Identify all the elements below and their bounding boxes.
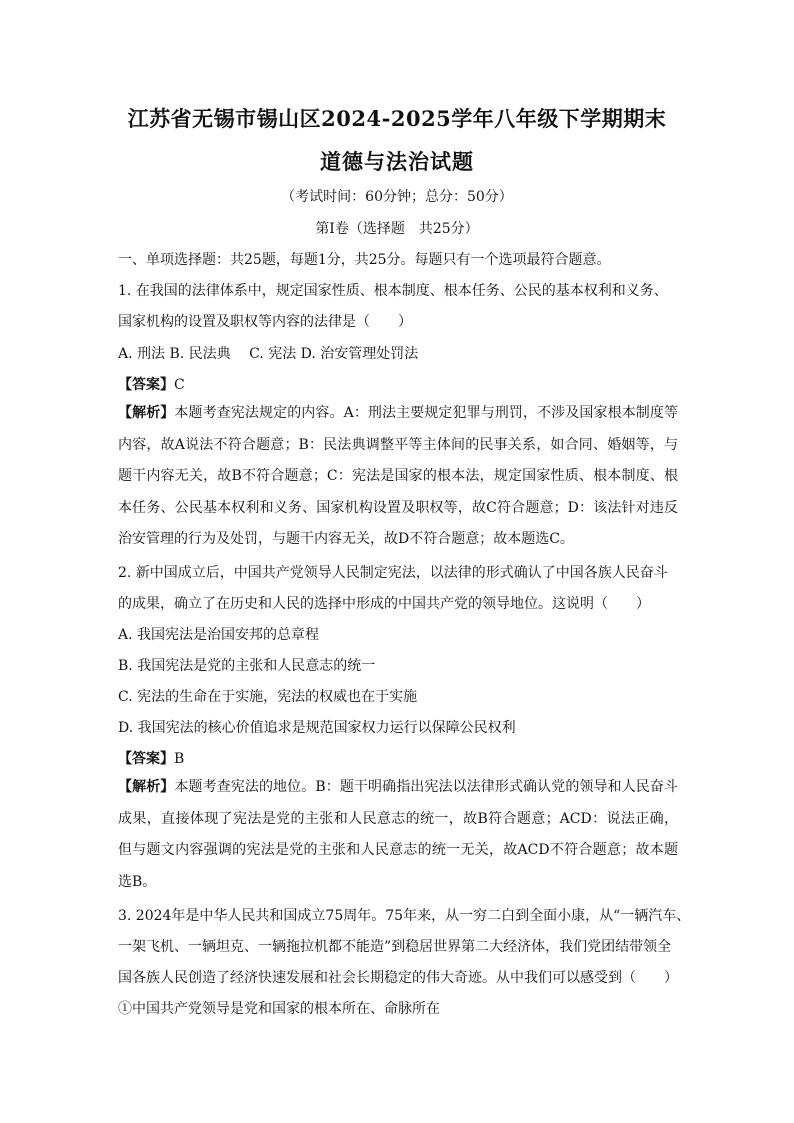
q2-option-c: C. 宪法的生命在于实施，宪法的权威也在于实施 — [118, 689, 418, 705]
analysis-text: 本题考查宪法的地位。B：题干明确指出宪法以法律形式确认党的领导和人民奋斗成果，直接体现了宪法是党的主张和人民意志的统一，故B符合题意；ACD：说法正确，但与题文内容强调的宪法是党的主张和人民意志的统一无关，故ACD不符合题意；故本题选B。 — [118, 779, 678, 890]
q2-stem-line2: 的成果，确立了在历史和人民的选择中形成的中国共产党的领导地位。这说明（ ） — [118, 596, 650, 612]
q2-analysis — [118, 772, 678, 898]
q1-options: A. 刑法 B. 民法典 C. 宪法 D. 治安管理处罚法 — [118, 346, 419, 362]
q2-answer — [118, 748, 184, 768]
answer-value: C — [174, 377, 185, 393]
q1-stem-line1: 1. 在我国的法律体系中，规定国家性质、根本制度、根本任务、公民的基本权利和义务、 — [118, 283, 668, 299]
exam-info: （考试时间：60分钟；总分：50分） — [281, 189, 513, 205]
q3-item1: ①中国共产党领导是党和国家的根本所在、命脉所在 — [118, 1001, 440, 1017]
q2-option-b: B. 我国宪法是党的主张和人民意志的统一 — [118, 658, 376, 674]
document-title: 江苏省无锡市锡山区2024-2025学年八年级下学期期末 — [127, 106, 667, 131]
q3-stem-line3: 国各族人民创造了经济快速发展和社会长期稳定的伟大奇迹。从中我们可以感受到（ ） — [118, 970, 678, 986]
answer-label: 【答案】 — [118, 751, 174, 767]
q2-option-d: D. 我国宪法的核心价值追求是规范国家权力运行以保障公民权利 — [118, 720, 516, 736]
answer-value: B — [174, 751, 185, 767]
analysis-label: 【解析】 — [118, 405, 175, 421]
analysis-label: 【解析】 — [118, 779, 175, 795]
section-title: 第Ⅰ卷（选择题 共25分） — [315, 221, 479, 237]
answer-label: 【答案】 — [118, 377, 174, 393]
q1-stem-line2: 国家机构的设置及职权等内容的法律是（ ） — [118, 314, 412, 330]
q3-stem-line1: 3. 2024年是中华人民共和国成立75周年。75年来，从一穷二白到全面小康，从“一辆汽车、 — [118, 908, 691, 924]
document-subtitle: 道德与法治试题 — [320, 149, 474, 174]
q1-analysis — [118, 398, 678, 556]
q3-stem-line2: 一架飞机、一辆坦克、一辆拖拉机都不能造”到稳居世界第二大经济体，我们党团结带领全 — [118, 939, 672, 955]
instructions: 一、单项选择题：共25题，每题1分，共25分。每题只有一个选项最符合题意。 — [118, 252, 611, 268]
q2-option-a: A. 我国宪法是治国安邦的总章程 — [118, 627, 320, 643]
q1-answer — [118, 374, 185, 394]
q2-stem-line1: 2. 新中国成立后，中国共产党领导人民制定宪法，以法律的形式确认了中国各族人民奋斗 — [118, 565, 668, 581]
analysis-text: 本题考查宪法规定的内容。A：刑法主要规定犯罪与刑罚，不涉及国家根本制度等内容，故A说法不符合题意；B：民法典调整平等主体间的民事关系，如合同、婚姻等，与题干内容无关，故B不符合题意；C：宪法是国家的根本法，规定国家性质、根本制度、根本任务、公民基本权利和义务、国家机构设置及职权等，故C符合题意；D：该法针对违反治安管理的行为及处罚，与题干内容无关，故D不符合题意；故本题选C。 — [118, 405, 679, 547]
